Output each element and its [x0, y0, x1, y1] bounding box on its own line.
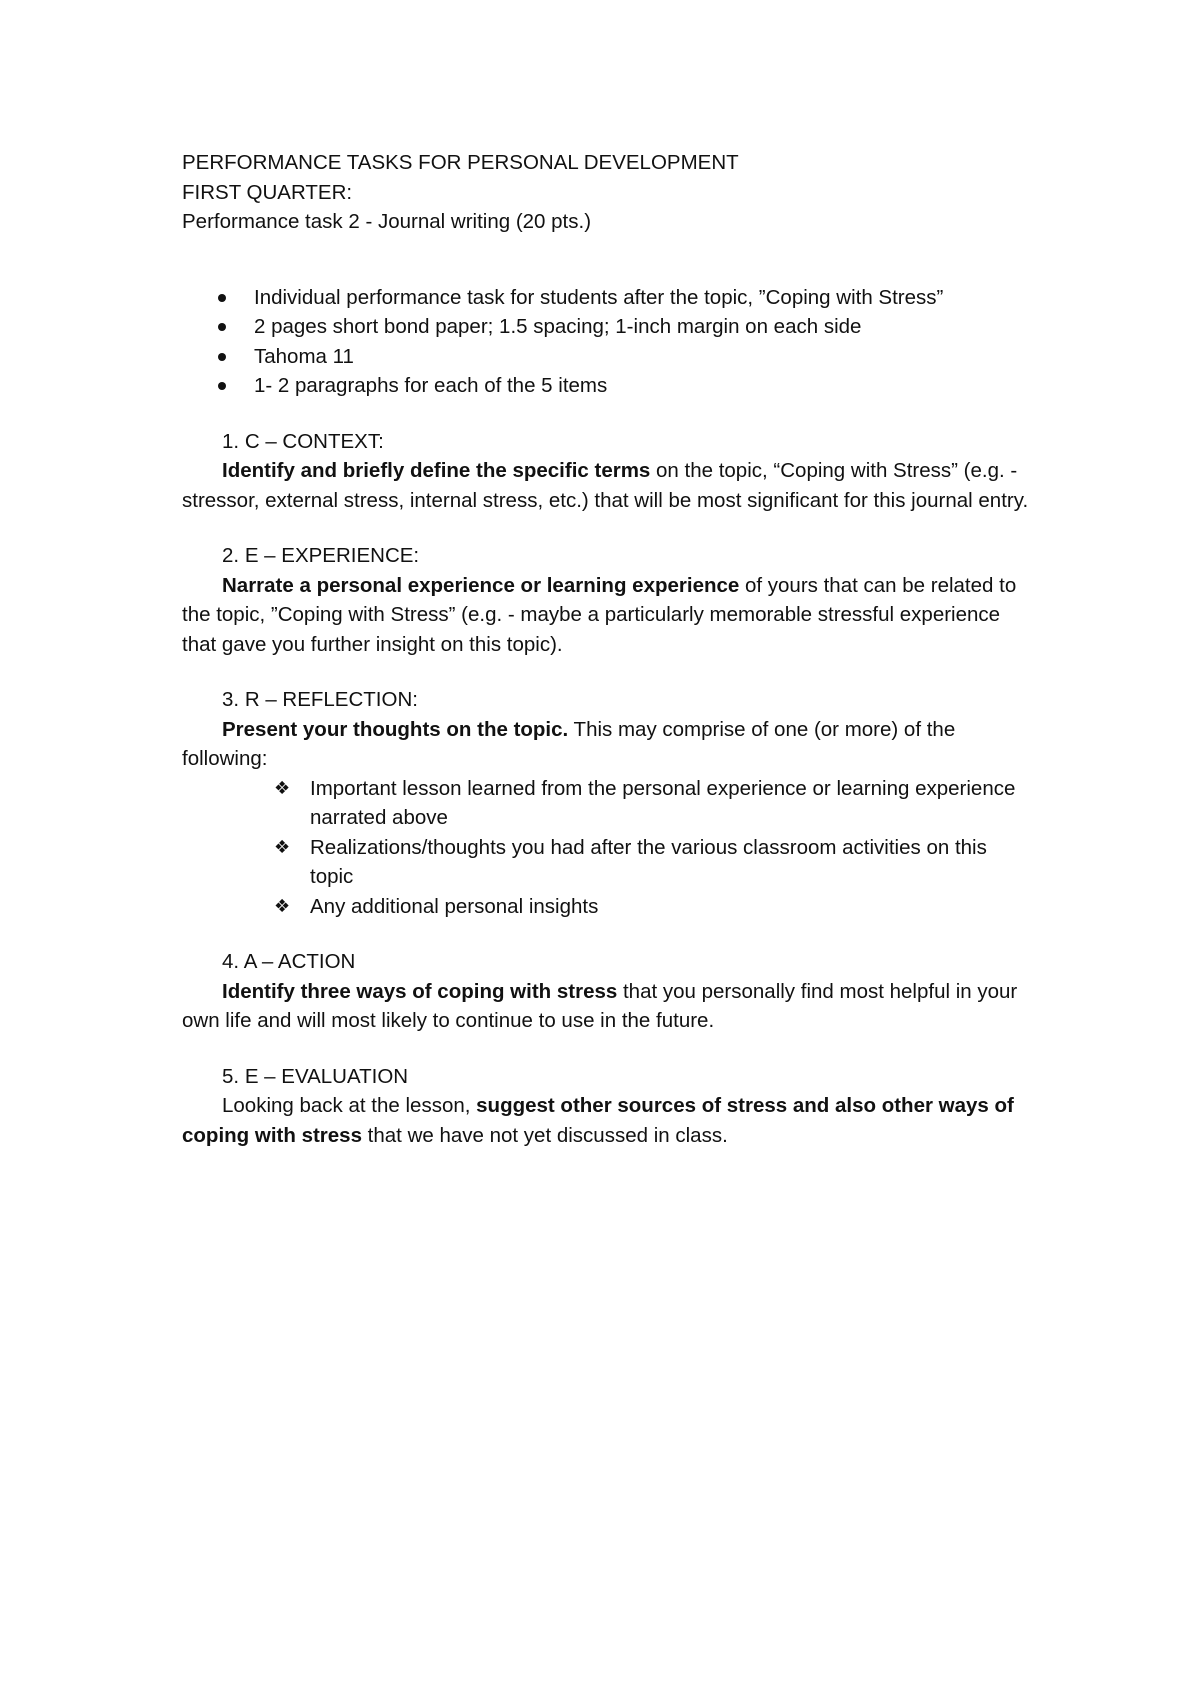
- diamond-bullet-icon: ❖: [274, 836, 291, 858]
- requirements-list: [182, 283, 1032, 401]
- list-item: ❖ Any additional personal insights: [182, 892, 1032, 922]
- section-heading: 1. C – CONTEXT:: [222, 429, 384, 453]
- section-paragraph: Looking back at the lesson, suggest other sources of stress and also other ways of coping with stress that we have not yet discussed in class.: [182, 1094, 1014, 1147]
- bullet-icon: [218, 353, 226, 361]
- section-heading: 3. R – REFLECTION:: [222, 688, 418, 711]
- bullet-icon: [218, 382, 226, 390]
- section-paragraph: Present your thoughts on the topic. This may comprise of one (or more) of the following:: [182, 717, 956, 770]
- diamond-bullet-icon: ❖: [274, 777, 291, 799]
- bullet-icon: [218, 323, 226, 331]
- list-item: ❖ Realizations/thoughts you had after the various classroom activities on this topic: [182, 833, 1032, 892]
- section-paragraph: Narrate a personal experience or learning experience of yours that can be related to the topic, ”Coping with Stress” (e.g. - maybe a particularly memorable stressful experience that gave you further insight on this topic).: [182, 573, 1017, 656]
- bullet-icon: [218, 294, 226, 302]
- section-evaluation: [182, 1062, 1032, 1151]
- document-page: [182, 148, 1032, 1176]
- section-experience: [182, 541, 1032, 659]
- section-heading: 4. A – ACTION: [222, 950, 356, 973]
- section-action: [182, 947, 1032, 1036]
- section-reflection: [182, 685, 1032, 921]
- list-item: 1- 2 paragraphs for each of the 5 items: [182, 371, 1032, 401]
- section-heading: 2. E – EXPERIENCE:: [222, 544, 420, 567]
- section-paragraph: Identify and briefly define the specific terms on the topic, “Coping with Stress” (e.g. - stressor, external stress, internal stress, etc.) that will be most significant for this journal entry.: [182, 459, 1029, 512]
- list-item: Tahoma 11: [182, 342, 1032, 372]
- document-header: [182, 148, 1032, 237]
- reflection-list: [182, 774, 1032, 922]
- list-item: 2 pages short bond paper; 1.5 spacing; 1-inch margin on each side: [182, 312, 1032, 342]
- task-label: Performance task 2 - Journal writing (20 pts.): [182, 210, 592, 233]
- section-heading: 5. E – EVALUATION: [222, 1064, 409, 1088]
- diamond-bullet-icon: ❖: [274, 895, 291, 917]
- section-paragraph: Identify three ways of coping with stress that you personally find most helpful in your own life and will most likely to continue to use in the future.: [182, 979, 1018, 1032]
- quarter-label: FIRST QUARTER:: [182, 180, 353, 204]
- section-context: [182, 427, 1032, 516]
- list-item: Individual performance task for students after the topic, ”Coping with Stress”: [182, 283, 1032, 313]
- document-title: PERFORMANCE TASKS FOR PERSONAL DEVELOPMENT: [182, 151, 739, 174]
- list-item: ❖ Important lesson learned from the personal experience or learning experience narrated above: [182, 774, 1032, 833]
